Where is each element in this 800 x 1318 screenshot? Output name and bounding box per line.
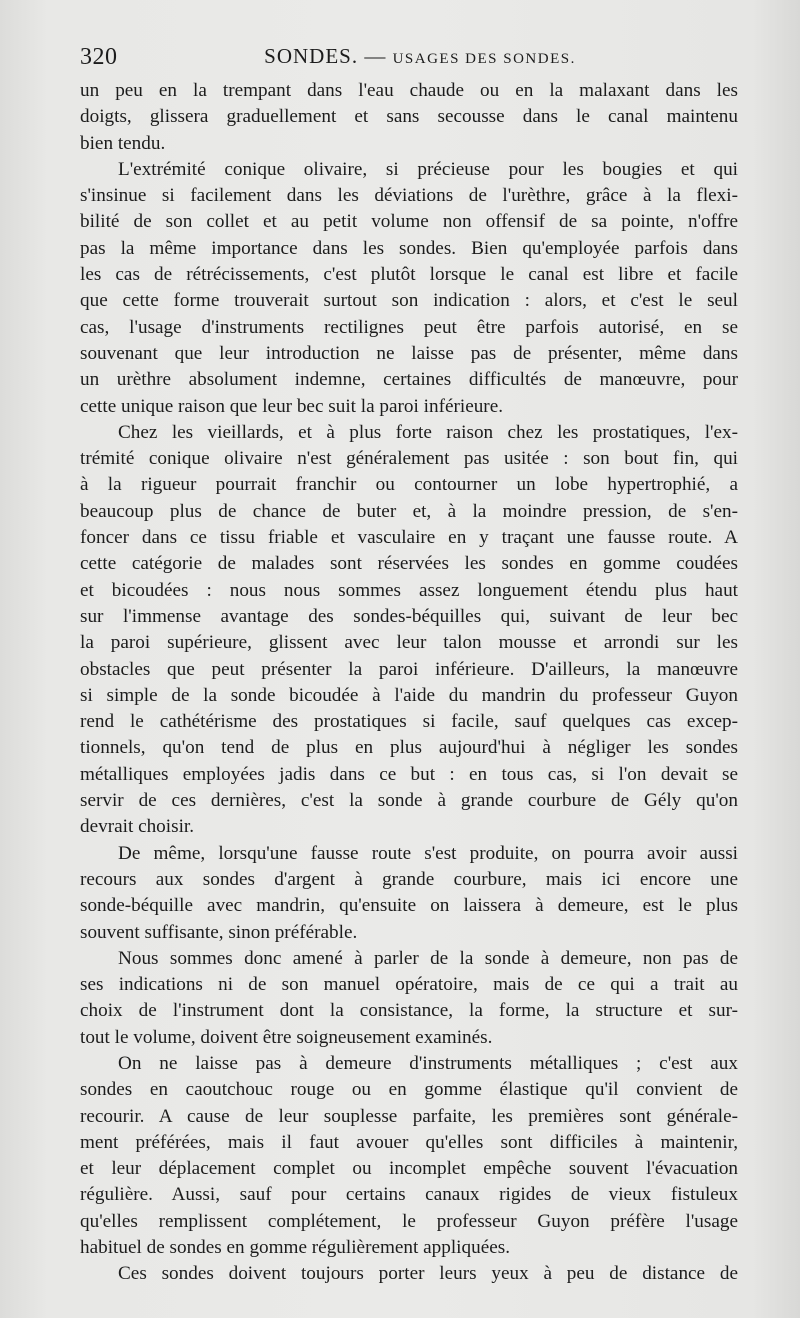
text-line: souvent suffisante, sinon préférable. xyxy=(80,921,358,943)
text-line: un peu en la trempant dans l'eau chaude ou en la malaxant dans les xyxy=(80,80,738,101)
text-line: recourir. A cause de leur souplesse parfaite, les premières sont générale- xyxy=(80,1105,738,1127)
text-line: tionnels, qu'on tend de plus en plus aujourd'hui à négliger les sondes xyxy=(80,737,738,759)
text-line: pas la même importance dans les sondes. Bien qu'employée parfois dans xyxy=(80,237,738,259)
text-line: On ne laisse pas à demeure d'instruments métalliques ; c'est aux xyxy=(118,1052,738,1074)
text-line: rend le cathétérisme des prostatiques si facile, sauf quelques cas excep- xyxy=(80,711,738,733)
running-head xyxy=(80,44,760,69)
text-line: sur l'immense avantage des sondes-béquilles qui, suivant de leur bec xyxy=(80,605,738,627)
text-line: beaucoup plus de chance de buter et, à la moindre pression, de s'en- xyxy=(80,500,738,522)
running-head-sub: USAGES DES SONDES. xyxy=(392,51,576,67)
text-line: régulière. Aussi, sauf pour certains canaux rigides de vieux fistuleux xyxy=(80,1184,738,1206)
text-line: cas, l'usage d'instruments rectilignes peut être parfois autorisé, en se xyxy=(80,316,738,338)
text-line: choix de l'instrument dont la consistance, la forme, la structure et sur- xyxy=(80,1000,738,1022)
text-line: devrait choisir. xyxy=(80,816,195,838)
text-line: sonde-béquille avec mandrin, qu'ensuite on laissera à demeure, est le plus xyxy=(80,895,738,917)
text-line: cette catégorie de malades sont réservées les sondes en gomme coudées xyxy=(80,553,738,575)
text-line: recours aux sondes d'argent à grande courbure, mais ici encore une xyxy=(80,868,738,890)
text-line: De même, lorsqu'une fausse route s'est produite, on pourra avoir aussi xyxy=(118,842,738,864)
text-line: ment préférées, mais il faut avouer qu'elles sont difficiles à maintenir, xyxy=(80,1131,738,1153)
text-line: et bicoudées : nous nous sommes assez longuement étendu plus haut xyxy=(80,579,738,601)
text-line: un urèthre absolument indemne, certaines difficultés de manœuvre, pour xyxy=(80,369,738,391)
body-text xyxy=(80,78,738,1288)
text-line: Ces sondes doivent toujours porter leurs yeux à peu de distance de xyxy=(118,1263,738,1285)
text-line: la paroi supérieure, glissent avec leur talon mousse et arrondi sur les xyxy=(80,632,738,654)
text-line: et leur déplacement complet ou incomplet empêche souvent l'évacuation xyxy=(80,1158,738,1180)
text-line: sondes en caoutchouc rouge ou en gomme élastique qu'il convient de xyxy=(80,1079,738,1101)
page-header xyxy=(80,44,760,78)
text-line: bilité de son collet et au petit volume non offensif de sa pointe, n'offre xyxy=(80,211,738,233)
text-line: L'extrémité conique olivaire, si précieuse pour les bougies et qui xyxy=(118,158,738,180)
text-line: Chez les vieillards, et à plus forte raison chez les prostatiques, l'ex- xyxy=(118,421,738,443)
text-line: foncer dans ce tissu friable et vasculaire en y traçant une fausse route. A xyxy=(80,527,738,549)
text-line: obstacles que peut présenter la paroi inférieure. D'ailleurs, la manœuvre xyxy=(80,658,738,680)
text-line: à la rigueur pourrait franchir ou contourner un lobe hypertrophié, a xyxy=(80,474,738,496)
text-line: tout le volume, doivent être soigneusement examinés. xyxy=(80,1026,493,1048)
text-line: trémité conique olivaire n'est généralement pas usitée : son bout fin, qui xyxy=(80,448,738,470)
text-line: habituel de sondes en gomme régulièrement appliquées. xyxy=(80,1237,510,1259)
running-head-main: SONDES. — xyxy=(264,44,387,68)
text-line: qu'elles remplissent complétement, le professeur Guyon préfère l'usage xyxy=(80,1210,738,1232)
text-line: les cas de rétrécissements, c'est plutôt lorsque le canal est libre et facile xyxy=(80,264,738,286)
text-line: doigts, glissera graduellement et sans secousse dans le canal maintenu xyxy=(80,106,738,128)
text-line: que cette forme trouverait surtout son indication : alors, et c'est le seul xyxy=(80,290,738,312)
text-line: Nous sommes donc amené à parler de la sonde à demeure, non pas de xyxy=(118,947,738,969)
text-line: si simple de la sonde bicoudée à l'aide du mandrin du professeur Guyon xyxy=(80,684,738,706)
text-line: servir de ces dernières, c'est la sonde à grande courbure de Gély qu'on xyxy=(80,790,738,812)
text-line: souvenant que leur introduction ne laisse pas de présenter, même dans xyxy=(80,342,738,364)
text-line: bien tendu. xyxy=(80,132,166,154)
page-number: 320 xyxy=(80,44,118,70)
text-line: s'insinue si facilement dans les déviations de l'urèthre, grâce à la flexi- xyxy=(80,185,738,207)
text-line: métalliques employées jadis dans ce but : en tous cas, si l'on devait se xyxy=(80,763,738,785)
text-line: cette unique raison que leur bec suit la paroi inférieure. xyxy=(80,395,504,417)
text-line: ses indications ni de son manuel opératoire, mais de ce qui a trait au xyxy=(80,974,738,996)
